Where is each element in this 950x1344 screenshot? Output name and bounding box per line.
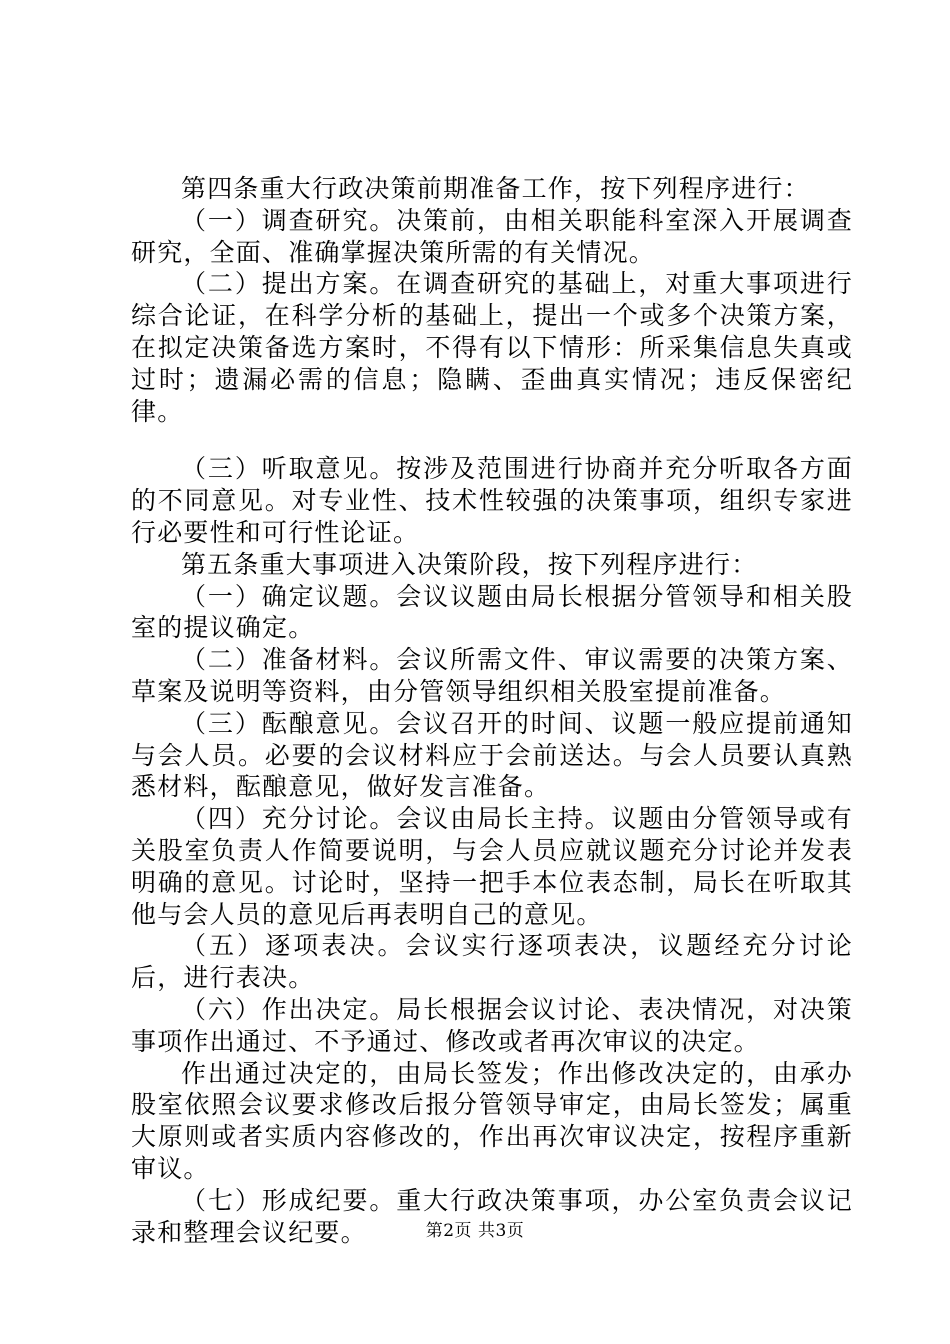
paragraph-4-3: （三）听取意见。按涉及范围进行协商并充分听取各方面的不同意见。对专业性、技术性较强的决策事项，组织专家进行必要性和可行性论证。 bbox=[131, 454, 853, 547]
paragraph-5-1: （一）确定议题。会议议题由局长根据分管领导和相关股室的提议确定。 bbox=[131, 581, 853, 643]
paragraph-spacer bbox=[131, 427, 853, 453]
paragraph-article-5: 第五条重大事项进入决策阶段，按下列程序进行： bbox=[181, 549, 758, 579]
paragraph-5-2: （二）准备材料。会议所需文件、审议需要的决策方案、草案及说明等资料，由分管领导组织相关股室提前准备。 bbox=[131, 645, 853, 706]
paragraph-4-2: （二）提出方案。在调查研究的基础上，对重大事项进行综合论证，在科学分析的基础上，提出一个或多个决策方案，在拟定决策备选方案时，不得有以下情形：所采集信息失真或过时；遗漏必需的信息；隐瞒、歪曲真实情况；违反保密纪律。 bbox=[131, 269, 853, 426]
paragraph-article-4: 第四条重大行政决策前期准备工作，按下列程序进行： bbox=[181, 174, 810, 203]
paragraph-5-4: （四）充分讨论。会议由局长主持。议题由分管领导或有关股室负责人作简要说明，与会人员应就议题充分讨论并发表明确的意见。讨论时，坚持一把手本位表态制，局长在听取其他与会人员的意见后再表明自己的意见。 bbox=[131, 804, 853, 929]
paragraph-5-6: （六）作出决定。局长根据会议讨论、表决情况，对决策事项作出通过、不予通过、修改或者再次审议的决定。 bbox=[131, 994, 853, 1056]
paragraph-5-3: （三）酝酿意见。会议召开的时间、议题一般应提前通知与会人员。必要的会议材料应于会前送达。与会人员要认真熟悉材料，酝酿意见，做好发言准备。 bbox=[131, 708, 853, 802]
paragraph-5-6-detail: 作出通过决定的，由局长签发；作出修改决定的，由承办股室依照会议要求修改后报分管领导审定，由局长签发；属重大原则或者实质内容修改的，作出再次审议决定，按程序重新审议。 bbox=[131, 1058, 853, 1183]
document-body bbox=[131, 173, 853, 1248]
page-number-footer: 第2页 共3页 bbox=[425, 1221, 525, 1241]
paragraph-4-1: （一）调查研究。决策前，由相关职能科室深入开展调查研究，全面、准确掌握决策所需的有关情况。 bbox=[131, 205, 853, 267]
paragraph-5-7: （七）形成纪要。重大行政决策事项，办公室负责会议记录和整理会议纪要。 bbox=[131, 1185, 853, 1247]
paragraph-5-5: （五）逐项表决。会议实行逐项表决，议题经充分讨论后，进行表决。 bbox=[131, 931, 853, 993]
